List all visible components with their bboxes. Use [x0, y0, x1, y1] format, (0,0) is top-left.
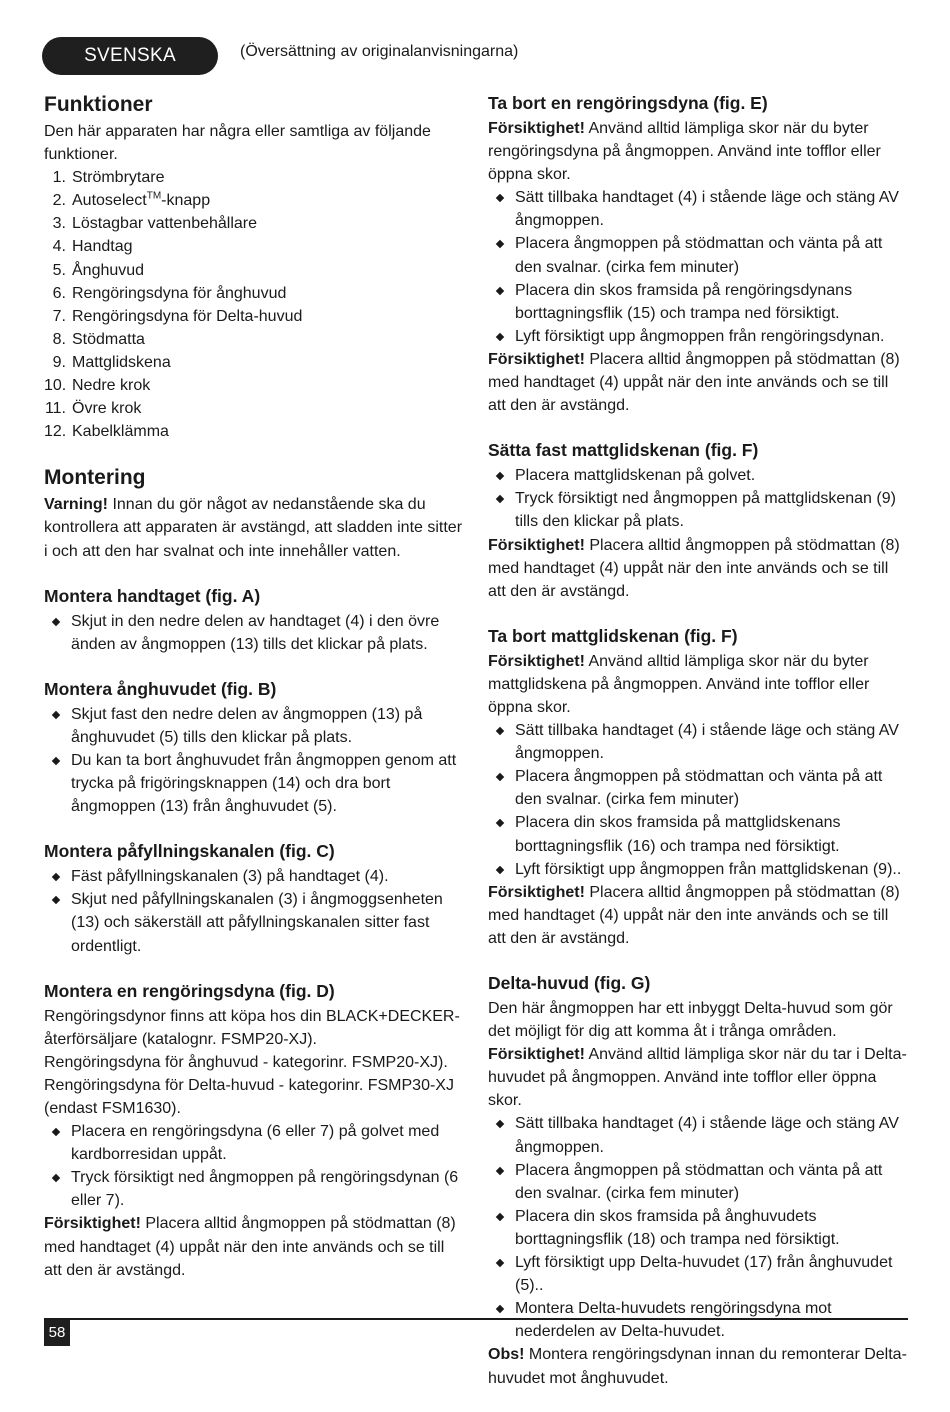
- list-item: Placera ångmoppen på stödmattan och vänta på att den svalnar. (cirka fem minuter): [488, 1159, 908, 1205]
- bullet-list: [44, 610, 464, 656]
- list-item: 7. Rengöringsdyna för Delta-huvud: [52, 307, 303, 325]
- caution-paragraph: Försiktighet! Placera alltid ångmoppen på stödmattan (8) med handtaget (4) uppåt när den inte används och se till att den är avstängd.: [488, 883, 900, 947]
- subsection-title: Montera handtaget (fig. A): [44, 585, 261, 606]
- list-item: Montera Delta-huvudets rengöringsdyna mot nederdelen av Delta-huvudet.: [488, 1297, 908, 1343]
- list-item: 3. Löstagbar vattenbehållare: [52, 215, 258, 233]
- list-item: Sätt tillbaka handtaget (4) i stående läge och stäng AV ångmoppen.: [488, 719, 908, 765]
- section-satta-mattglid: [488, 439, 908, 603]
- feature-list: [44, 166, 464, 443]
- list-item: Placera din skos framsida på rengöringsdynans borttagningsflik (15) och trampa ned försiktigt.: [488, 279, 908, 325]
- bullet-list: [488, 1112, 908, 1343]
- list-item: Placera din skos framsida på mattglidskenans borttagningsflik (16) och trampa ned försiktigt.: [488, 811, 908, 857]
- list-item: Lyft försiktigt upp ångmoppen från rengöringsdynan.: [488, 325, 908, 348]
- paragraph: Rengöringsdyna för ånghuvud - kategorinr. FSMP20-XJ).: [44, 1053, 448, 1071]
- note-paragraph: Obs! Montera rengöringsdynan innan du remonterar Delta-huvudet mot ånghuvudet.: [488, 1346, 907, 1387]
- list-item: Sätt tillbaka handtaget (4) i stående läge och stäng AV ångmoppen.: [488, 186, 908, 232]
- section-handtaget: [44, 585, 464, 656]
- bullet-list: [488, 464, 908, 533]
- bullet-list: [44, 865, 464, 957]
- list-item: Lyft försiktigt upp ångmoppen från mattglidskenan (9)..: [488, 858, 908, 881]
- caution-paragraph: Försiktighet! Använd alltid lämpliga skor när du tar i Delta-huvudet på ångmoppen. Använd inte tofflor eller öppna skor.: [488, 1046, 907, 1110]
- section-anghuvudet: [44, 678, 464, 818]
- paragraph: Rengöringsdyna för Delta-huvud - kategorinr. FSMP30-XJ (endast FSM1630).: [44, 1076, 454, 1117]
- list-item: Placera mattglidskenan på golvet.: [488, 464, 908, 487]
- list-item: 11. Övre krok: [44, 400, 142, 418]
- section-pafyllning: [44, 840, 464, 957]
- bullet-list: [44, 1120, 464, 1212]
- list-item: 10. Nedre krok: [44, 377, 151, 395]
- caution-paragraph: Försiktighet! Placera alltid ångmoppen på stödmattan (8) med handtaget (4) uppåt när den inte används och se till att den är avstängd.: [44, 1215, 456, 1279]
- section-montering: [44, 465, 464, 562]
- caution-paragraph: Försiktighet! Använd alltid lämpliga skor när du byter mattglidskena på ångmoppen. Använd inte tofflor eller öppna skor.: [488, 652, 870, 716]
- list-item: Tryck försiktigt ned ångmoppen på rengöringsdynan (6 eller 7).: [44, 1166, 464, 1212]
- subsection-title: Ta bort mattglidskenan (fig. F): [488, 625, 738, 646]
- section-funktioner: [44, 92, 464, 443]
- list-item: Sätt tillbaka handtaget (4) i stående läge och stäng AV ångmoppen.: [488, 1112, 908, 1158]
- translation-note: (Översättning av originalanvisningarna): [240, 43, 519, 60]
- section-intro: Den här ångmoppen har ett inbyggt Delta-huvud som gör det möjligt för dig att komma åt i trånga områden.: [488, 1000, 893, 1041]
- list-item: Skjut ned påfyllningskanalen (3) i ångmoggsenheten (13) och säkerställ att påfyllningskanalen sitter fast ordentligt.: [44, 888, 464, 957]
- list-item: Lyft försiktigt upp Delta-huvudet (17) från ånghuvudet (5)..: [488, 1251, 908, 1297]
- language-badge: SVENSKA: [42, 37, 218, 75]
- list-item: 2. Autoselect™-knapp: [52, 190, 211, 210]
- footer-divider: [44, 1318, 908, 1320]
- subsection-title: Montera påfyllningskanalen (fig. C): [44, 841, 335, 862]
- caution-paragraph: Försiktighet! Placera alltid ångmoppen på stödmattan (8) med handtaget (4) uppåt när den inte används och se till att den är avstängd.: [488, 536, 900, 600]
- list-item: 1. Strömbrytare: [52, 169, 165, 187]
- subsection-title: Ta bort en rengöringsdyna (fig. E): [488, 93, 768, 113]
- subsection-title: Delta-huvud (fig. G): [488, 973, 651, 993]
- list-item: Skjut fast den nedre delen av ångmoppen (13) på ånghuvudet (5) tills den klickar på plats.: [44, 703, 464, 749]
- list-item: Placera ångmoppen på stödmattan och vänta på att den svalnar. (cirka fem minuter): [488, 232, 908, 278]
- subsection-title: Montera ånghuvudet (fig. B): [44, 678, 277, 699]
- list-item: 5. Ånghuvud: [52, 261, 145, 279]
- section-intro: Den här apparaten har några eller samtliga av följande funktioner.: [44, 123, 431, 164]
- subsection-title: Montera en rengöringsdyna (fig. D): [44, 980, 335, 1001]
- list-item: Tryck försiktigt ned ångmoppen på mattglidskenan (9) tills den klickar på plats.: [488, 487, 908, 533]
- section-ta-bort-mattglid: [488, 625, 908, 950]
- subsection-title: Sätta fast mattglidskenan (fig. F): [488, 440, 759, 461]
- right-column: [488, 92, 908, 1412]
- bullet-list: [488, 719, 908, 881]
- list-item: Du kan ta bort ånghuvudet från ångmoppen genom att trycka på frigöringsknappen (14) och dra bort ångmoppen (13) från ånghuvudet (5).: [44, 749, 464, 818]
- list-item: 8. Stödmatta: [52, 330, 145, 348]
- section-title: Funktioner: [44, 93, 153, 116]
- caution-paragraph: Försiktighet! Placera alltid ångmoppen på stödmattan (8) med handtaget (4) uppåt när den inte används och se till att den är avstängd.: [488, 350, 900, 415]
- list-item: Fäst påfyllningskanalen (3) på handtaget (4).: [44, 865, 464, 888]
- list-item: 9. Mattglidskena: [52, 353, 171, 371]
- paragraph: Rengöringsdynor finns att köpa hos din BLACK+DECKER-återförsäljare (katalognr. FSMP20-XJ).: [44, 1007, 460, 1048]
- list-item: 6. Rengöringsdyna för ånghuvud: [52, 284, 287, 302]
- section-delta: [488, 972, 908, 1390]
- list-item: 12. Kabelklämma: [44, 423, 169, 441]
- list-item: Skjut in den nedre delen av handtaget (4) i den övre änden av ångmoppen (13) tills det klickar på plats.: [44, 610, 464, 656]
- warning-paragraph: Varning! Innan du gör något av nedanstående ska du kontrollera att apparaten är avstängd, att sladden inte sitter i och att den har svalnat och inte innehåller vatten.: [44, 496, 463, 560]
- section-title: Montering: [44, 466, 146, 490]
- caution-paragraph: Försiktighet! Använd alltid lämpliga skor när du byter rengöringsdyna på ångmoppen. Använd inte tofflor eller öppna skor.: [488, 120, 881, 184]
- bullet-list: [44, 703, 464, 818]
- bullet-list: [488, 186, 908, 348]
- section-ta-bort-dyna: [488, 92, 908, 417]
- left-column: [44, 92, 464, 1304]
- section-rengoringsdyna: [44, 980, 464, 1282]
- list-item: 4. Handtag: [52, 238, 133, 256]
- list-item: Placera ångmoppen på stödmattan och vänta på att den svalnar. (cirka fem minuter): [488, 765, 908, 811]
- list-item: Placera din skos framsida på ånghuvudets borttagningsflik (18) och trampa ned försiktigt.: [488, 1205, 908, 1251]
- page-number: 58: [44, 1320, 70, 1346]
- list-item: Placera en rengöringsdyna (6 eller 7) på golvet med kardborresidan uppåt.: [44, 1120, 464, 1166]
